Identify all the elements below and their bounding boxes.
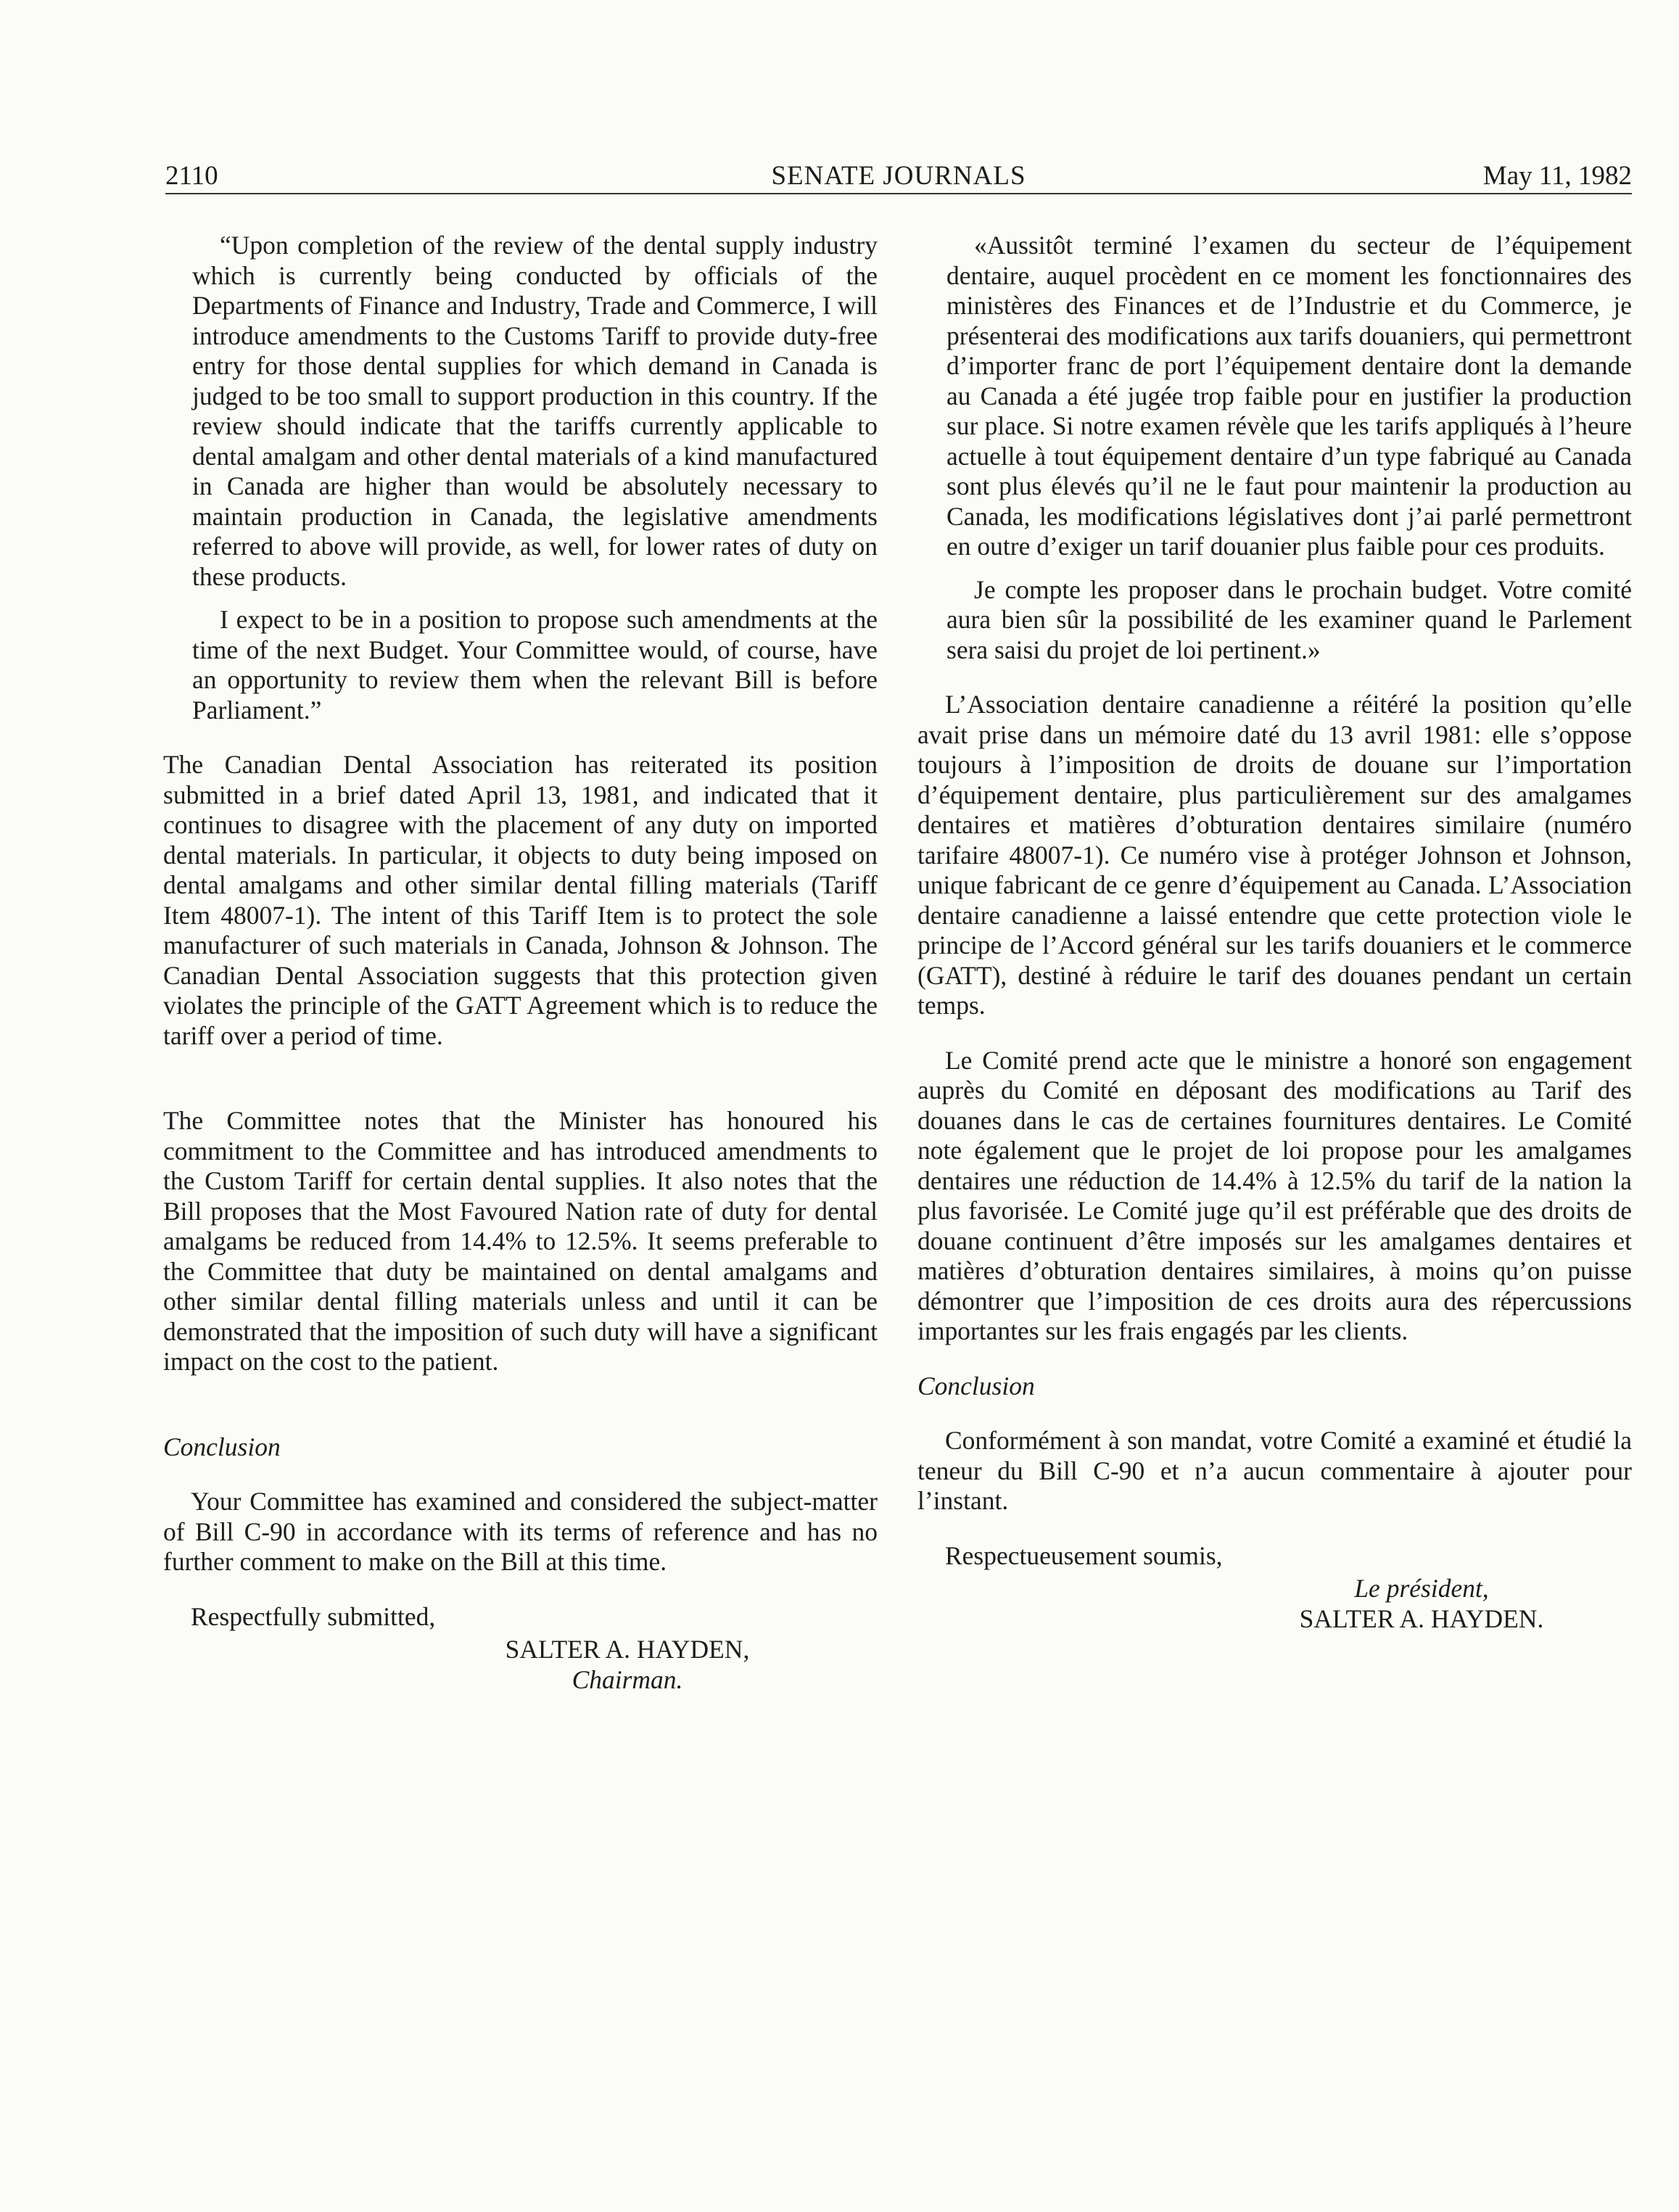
french-column — [917, 231, 1632, 1634]
english-quote-paragraph-1: “Upon completion of the review of the dental supply industry which is currently being conducted by officials of the Departments of Finance and Industry, Trade and Commerce, I will introduce amendments to the Customs Tariff to provide duty-free entry for those dental supplies for which demand in Canada is judged to be too small to support production in this country. If the review should indicate that the tariffs currently applicable to dental amalgam and other dental materials of a kind manufactured in Canada are higher than would be absolutely necessary to maintain production in Canada, the legislative amendments referred to above will provide, as well, for lower rates of duty on these products. — [192, 231, 878, 591]
english-quote-paragraph-2: I expect to be in a position to propose such amendments at the time of the next Budget. Your Committee would, of course, have an opportunity to review them when the relevant Bill is before Parliament.” — [192, 605, 878, 725]
english-quote — [163, 231, 878, 725]
page-header — [165, 158, 1632, 194]
french-submitted-line: Respectueusement soumis, — [945, 1540, 1223, 1570]
french-quote-paragraph-2: Je compte les proposer dans le prochain budget. Votre comité aura bien sûr la possibilité de les examiner quand le Parlement sera saisi du projet de loi pertinent.» — [946, 574, 1632, 664]
french-signatory-name: SALTER A. HAYDEN. — [1299, 1604, 1544, 1633]
french-conclusion-heading: Conclusion — [917, 1371, 1035, 1400]
english-column — [163, 231, 878, 1695]
english-association-paragraph: The Canadian Dental Association has reiterated its position submitted in a brief dated April 13, 1981, and indicated that it continues to disagree with the placement of any duty on imported dental materials. In particular, it objects to duty being imposed on dental amalgams and other similar dental filling materials (Tariff Item 48007-1). The intent of this Tariff Item is to protect the sole manufacturer of such materials in Canada, Johnson & Johnson. The Canadian Dental Association suggests that this protection given violates the principle of the GATT Agreement which is to reduce the tariff over a period of time. — [163, 750, 878, 1050]
french-committee-paragraph: Le Comité prend acte que le ministre a honoré son engagement auprès du Comité en déposant des modifications au Tarif des douanes dans le cas de certaines fournitures dentaires. Le Comité note également que le projet de loi propose pour les amalgames dentaires une réduction de 14.4% à 12.5% du tarif de la nation la plus favorisée. Le Comité juge qu’il est préférable que des droits de douane continuent d’être imposés sur les amalgames dentaires et matières d’obturation dentaires similaires, à moins qu’on puisse démontrer que l’imposition de ces droits aura des répercussions importantes sur les frais engagés par les clients. — [917, 1045, 1632, 1345]
english-conclusion-text: Your Committee has examined and considered the subject-matter of Bill C-90 in accordance with its terms of reference and has no further comment to make on the Bill at this time. — [163, 1487, 878, 1576]
french-quote-paragraph-1: «Aussitôt terminé l’examen du secteur de l’équipement dentaire, auquel procèdent en ce moment les fonctionnaires des ministères des Finances et de l’Industrie et du Commerce, je présenterai des modifications aux tarifs douaniers, qui permettront d’importer franc de port l’équipement dentaire dont la demande au Canada a été jugée trop faible pour en justifier la production sur place. Si notre examen révèle que les tarifs appliqués à l’heure actuelle à tout équipement dentaire d’un type fabriqué au Canada sont plus élevés qu’il ne le faut pour maintenir la production au Canada, les modifications législatives dont j’ai parlé permettront en outre d’exiger un tarif douanier plus faible pour ces produits. — [946, 231, 1632, 561]
french-signatory-title: Le président, — [1354, 1574, 1489, 1603]
page-number: 2110 — [165, 161, 218, 191]
french-signature-block — [1251, 1574, 1592, 1634]
header-date: May 11, 1982 — [1482, 161, 1632, 191]
english-signatory-name: SALTER A. HAYDEN, — [505, 1635, 750, 1664]
english-committee-paragraph: The Committee notes that the Minister has honoured his commitment to the Committee and has introduced amendments to the Custom Tariff for certain dental supplies. It also notes that the Bill proposes that the Most Favoured Nation rate of duty for dental amalgams be reduced from 14.4% to 12.5%. It seems preferable to the Committee that duty be maintained on dental amalgams and other similar dental filling materials unless and until it can be demonstrated that the imposition of such duty will have a significant impact on the cost to the patient. — [163, 1106, 878, 1376]
journal-title: SENATE JOURNALS — [771, 161, 1026, 191]
english-conclusion-heading: Conclusion — [163, 1432, 281, 1461]
french-quote — [917, 231, 1632, 665]
english-signature-block — [457, 1635, 798, 1695]
english-submitted-line: Respectfully submitted, — [191, 1601, 436, 1631]
french-association-paragraph: L’Association dentaire canadienne a réitéré la position qu’elle avait prise dans un mémoire daté du 13 avril 1981: elle s’oppose toujours à l’imposition de droits de douane sur l’importation d’équipement dentaire, plus particulièrement sur des amalgames dentaires et matières d’obturation dentaires similaire (numéro tarifaire 48007-1). Ce numéro vise à protéger Johnson et Johnson, unique fabricant de ce genre d’équipement au Canada. L’Association dentaire canadienne a laissé entendre que cette protection viole le principe de l’Accord général sur les tarifs douaniers et le commerce (GATT), destiné à réduire le tarif des douanes pendant un certain temps. — [917, 690, 1632, 1020]
french-conclusion-text: Conformément à son mandat, votre Comité a examiné et étudié la teneur du Bill C-90 et n’a aucun commentaire à ajouter pour l’instant. — [917, 1426, 1632, 1515]
english-signatory-title: Chairman. — [572, 1664, 683, 1694]
header-rule — [165, 193, 1632, 194]
